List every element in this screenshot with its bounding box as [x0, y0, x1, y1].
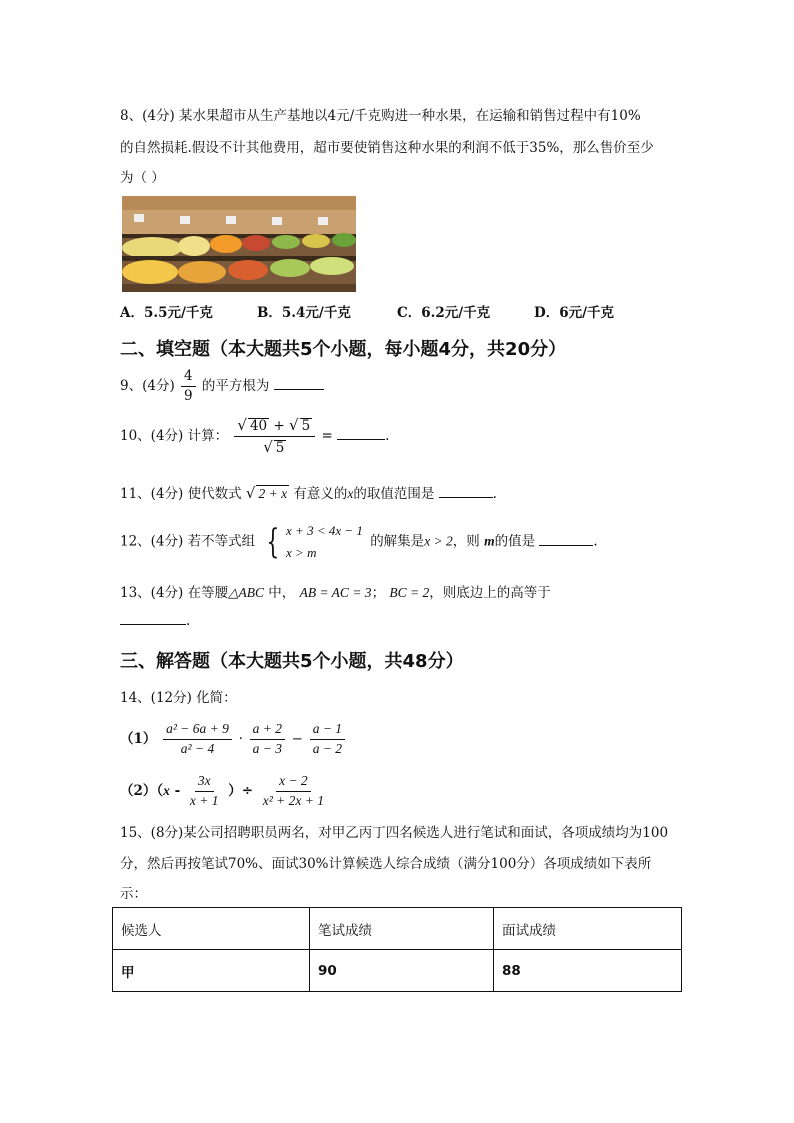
q14-header: 14、(12分) 化简： — [120, 690, 237, 706]
q8-line-3: 为（ ） — [120, 170, 165, 186]
table-header-row — [113, 908, 682, 950]
q12-row-2: x > m — [286, 545, 317, 560]
table-cell: 甲 — [113, 950, 310, 992]
table-cell: 88 — [494, 950, 682, 992]
option-c: C．6.2元/千克 — [397, 305, 491, 321]
q12-prefix: 12、(4分) 若不等式组 — [120, 533, 256, 550]
scores-table — [112, 907, 682, 992]
q13-suffix: ，则底边上的高等于 — [429, 585, 551, 601]
option-b: B．5.4元/千克 — [257, 305, 351, 321]
q8-line-1: 8、(4分) 某水果超市从生产基地以4元/千克购进一种水果，在运输和销售过程中有10% — [120, 108, 641, 124]
q13-answer-line: . — [120, 612, 190, 629]
q12-cond: x > 2 — [424, 533, 453, 549]
q14-part-2 — [120, 774, 329, 809]
q15-line-3: 示： — [120, 886, 147, 902]
q9 — [120, 369, 324, 404]
q10-radicand-b: 5 — [301, 418, 311, 434]
q14-p1-f2-num: a + 2 — [250, 722, 285, 740]
q14-part-1: （1） $\frac{\text{a² − 6a + 9}}{\text{a² − 4}}$ · $\frac{a + 2}{a - 3}$ − $\frac{a - 1}{a - 2}$ — [120, 722, 347, 757]
q9-numerator: 4 — [181, 369, 196, 387]
section-3-title: 三、解答题（本大题共5个小题，共48分） — [120, 651, 464, 672]
q13-answer-blank — [120, 612, 186, 625]
q13-prefix: 13、(4分) 在等腰 — [120, 585, 229, 601]
q10-equals: = — [321, 427, 333, 444]
q9-answer-blank — [274, 377, 324, 390]
q10: 10、(4分) 计算： $\frac{√ 40 + √ 5}{√ 5}$ = . — [120, 416, 390, 456]
q14-p1-label: （1） — [120, 730, 157, 747]
option-d: D．6元/千克 — [534, 305, 615, 321]
q11-var: x — [347, 486, 354, 501]
table-cell: 90 — [310, 950, 494, 992]
q13-eq-2: BC = 2 — [389, 585, 430, 600]
q12-mid: 的解集是 — [370, 533, 425, 550]
q11-prefix: 11、(4分) 使代数式 — [120, 486, 242, 502]
q12-then: ，则 — [452, 533, 480, 550]
q12-m: m — [484, 533, 495, 549]
q10-prefix: 10、(4分) 计算： — [120, 427, 229, 444]
table-header-cell: 笔试成绩 — [310, 908, 494, 950]
table-header-cell: 候选人 — [113, 908, 310, 950]
q15-line-2: 分，然后再按笔试70%、面试30%计算候选人综合成绩（满分100分）各项成绩如下表所 — [120, 856, 652, 872]
q11-answer-blank — [439, 485, 493, 498]
q14-p1-f2-den: a − 3 — [252, 740, 282, 756]
q14-p2-x: x — [163, 782, 170, 798]
q14-p2-close: ）÷ — [228, 782, 254, 799]
q12: 12、(4分) 若不等式组 { x + 3 < 4x − 1 x > m 的解集是x > 2，则 m的值是 . — [120, 522, 598, 562]
q10-radicand-a: 40 — [249, 418, 268, 434]
q13-mid: 中， — [268, 585, 296, 601]
q11-suffix: 的取值范围是 — [353, 486, 435, 502]
q14-p1-op: − — [291, 730, 303, 747]
q14-p2-f2-num: x − 2 — [276, 774, 311, 792]
q14-p1-f1-num: a² − 6a + 9 — [163, 722, 232, 740]
q11-mid: 有意义的 — [293, 486, 348, 502]
q11-radicand: 2 + x — [258, 486, 288, 501]
q14-p2-f1-num: 3x — [195, 774, 214, 792]
q14-p1-f1-den: a² − 4 — [180, 740, 215, 756]
q14-p1-f3-den: a − 2 — [312, 740, 343, 756]
table-header-cell: 面试成绩 — [494, 908, 682, 950]
q12-inequality-system: { x + 3 < 4x − 1 x > m — [266, 522, 363, 562]
q14-p2-label: （2）（ — [120, 782, 164, 799]
q14-p1-f3-num: a − 1 — [310, 722, 345, 740]
q9-fraction — [181, 369, 196, 404]
fruit-market-photo — [122, 196, 356, 292]
q11: 11、(4分) 使代数式 √ 2 + x 有意义的x的取值范围是 . — [120, 484, 497, 502]
q9-denominator: 9 — [184, 387, 193, 404]
q13 — [120, 581, 551, 601]
option-a: A．5.5元/千克 — [120, 305, 213, 321]
q9-prefix: 9、(4分) — [120, 377, 175, 394]
q13-eq-1: AB = AC = 3 — [299, 585, 372, 600]
q10-radicand-den: 5 — [275, 439, 285, 456]
q15-line-1: 15、(8分)某公司招聘职员两名，对甲乙丙丁四名候选人进行笔试和面试，各项成绩均为100 — [120, 825, 669, 841]
q12-row-1: x + 3 < 4x − 1 — [286, 523, 363, 538]
q12-suffix: 的值是 — [494, 533, 536, 550]
q14-p2-minus: - — [169, 782, 185, 799]
section-2-title: 二、填空题（本大题共5个小题，每小题4分，共20分） — [120, 339, 567, 360]
table-row — [113, 950, 682, 992]
q14-p2-f2-den: x² + 2x + 1 — [262, 792, 325, 808]
q12-answer-blank — [539, 533, 593, 546]
q14-p2-f1-den: x + 1 — [189, 792, 219, 808]
q10-answer-blank — [337, 427, 385, 440]
q13-sep: ； — [371, 585, 386, 601]
q8-line-2: 的自然损耗.假设不计其他费用，超市要使销售这种水果的利润不低于35%，那么售价至少 — [120, 140, 654, 156]
q9-suffix: 的平方根为 — [201, 377, 270, 394]
q10-fraction: $\frac{√ 40 + √ 5}{√ 5}$ — [234, 417, 315, 456]
q13-triangle: △ABC — [228, 585, 264, 600]
